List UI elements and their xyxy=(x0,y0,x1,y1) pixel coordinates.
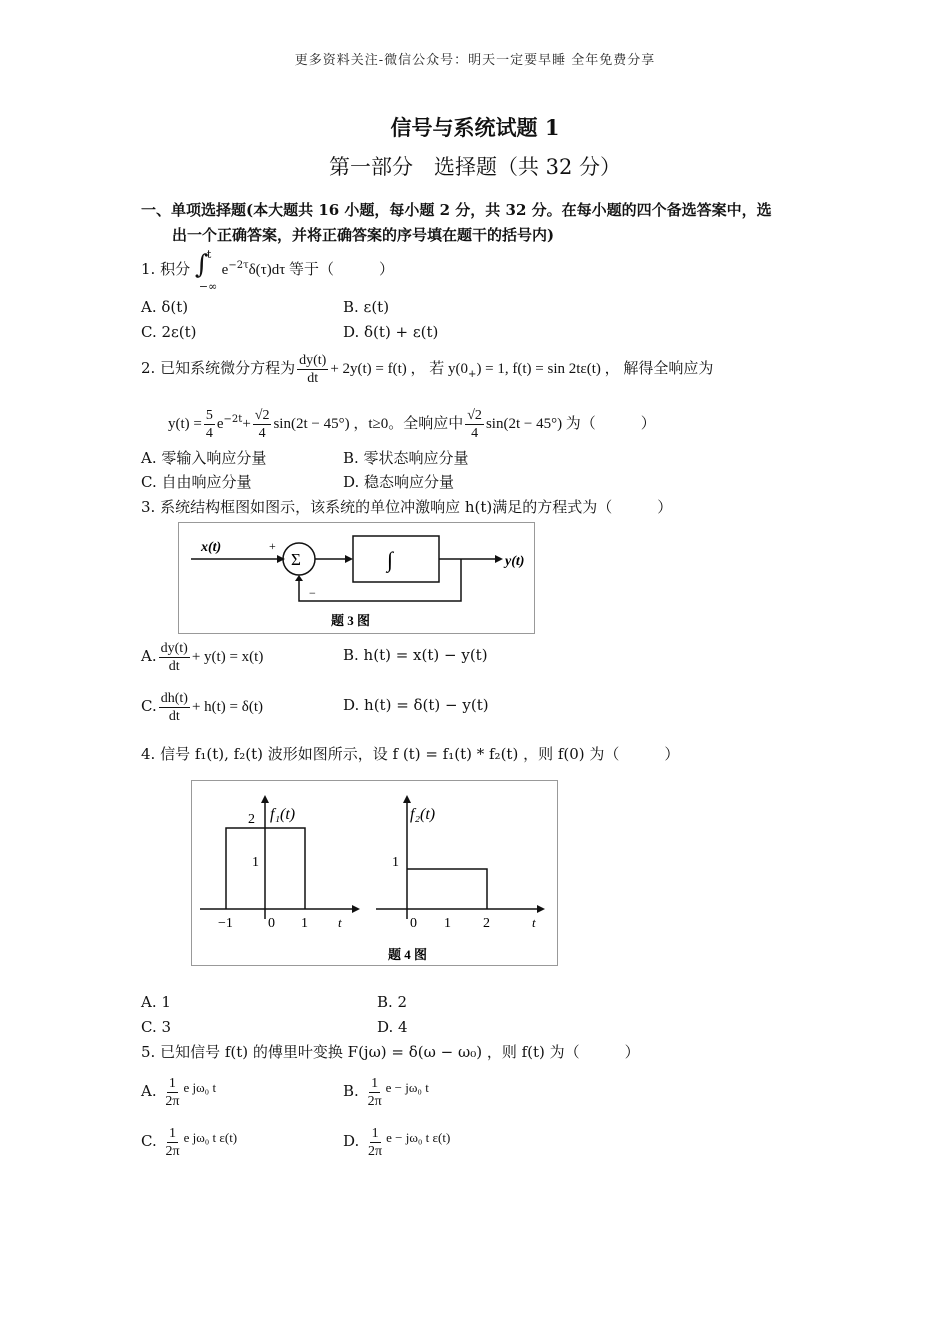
q1-rest: δ(τ)dτ 等于（ ） xyxy=(248,262,394,278)
q1-e: e xyxy=(221,262,229,278)
q2-option-d: D. 稳态响应分量 xyxy=(343,473,455,491)
f2-tick-1: 1 xyxy=(392,855,399,870)
page-header: 更多资料关注-微信公众号：明天一定要早睡 全年免费分享 xyxy=(294,53,656,68)
f2-tick-0: 0 xyxy=(410,916,417,931)
f2-tick-2x: 2 xyxy=(483,916,490,931)
sigma-symbol: Σ xyxy=(291,550,301,569)
q2-tail: ) = 1, f(t) = sin 2tε(t) ， 解得全响应为 xyxy=(476,361,714,377)
q1-option-a: A. δ(t) xyxy=(141,298,189,316)
label-plus: + xyxy=(269,539,276,553)
q2-y: y(t) = xyxy=(168,416,202,432)
section-heading-cont: 出一个正确答案，并将正确答案的序号填在题干的括号内) xyxy=(172,226,555,244)
q1-prefix: 1. 积分 xyxy=(141,260,191,278)
f1-tick-1: 1 xyxy=(252,855,259,870)
q2-l2-mid: sin(2t − 45°) ，t≥0。全响应中 xyxy=(273,416,464,432)
q2-eexp: −2t xyxy=(223,414,243,425)
page-title: 信号与系统试题 1 xyxy=(390,115,560,140)
q2-option-c: C. 自由响应分量 xyxy=(141,473,252,491)
q5-option-a: A. $\frac{1}{2\pi}$ e jω₀ t xyxy=(141,1075,217,1109)
q2-line2 xyxy=(168,400,656,444)
q2-option-a: A. 零输入响应分量 xyxy=(141,449,267,467)
q3-option-c: C. $\frac{dh(t)}{dt}$ + h(t) = δ(t) xyxy=(141,690,263,724)
label-minus: − xyxy=(309,586,316,600)
label-y: y(t) xyxy=(505,554,525,569)
q3-option-b: B. h(t) = x(t) − y(t) xyxy=(343,646,488,664)
q5-option-b: B. $\frac{1}{2\pi}$ e − jω₀ t xyxy=(343,1075,429,1109)
f1-t-label: t xyxy=(338,915,342,930)
q2-fraction: $\frac{dy(t)}{dt}$ xyxy=(299,352,327,386)
f2-pulse xyxy=(407,869,487,909)
q3-option-a: A. $\frac{dy(t)}{dt}$ + y(t) = x(t) xyxy=(141,640,264,674)
q4-option-b: B. 2 xyxy=(377,993,408,1011)
integrator-block xyxy=(353,536,439,582)
figure-3-caption: 题 3 图 xyxy=(331,613,371,628)
arrow-head xyxy=(295,575,303,581)
q3-option-d: D. h(t) = δ(t) − y(t) xyxy=(343,696,489,714)
q2-frac-sqrt2-4b: $\frac{√2}{4}$ xyxy=(467,407,482,441)
figure-4-caption: 题 4 图 xyxy=(388,947,428,962)
q2-e: e xyxy=(216,416,224,432)
question-2 xyxy=(141,348,713,395)
feedback-path xyxy=(299,559,461,601)
q1-option-c: C. 2ε(t) xyxy=(141,323,197,341)
integrator-symbol: ∫ xyxy=(387,547,394,572)
f1-label: f₁(t) xyxy=(270,806,296,823)
integral-lower-limit: −∞ xyxy=(198,280,218,293)
q2-l2-tail: sin(2t − 45°) 为（ ） xyxy=(485,416,656,432)
integral-sign: ∫ t −∞ xyxy=(194,248,218,293)
q1-option-b: B. ε(t) xyxy=(343,298,390,316)
q5-option-c: C. $\frac{1}{2\pi}$ e jω₀ t ε(t) xyxy=(141,1125,238,1159)
f1-tick-0: 0 xyxy=(268,916,275,931)
q2-mid: + 2y(t) = f(t) ， 若 y(0 xyxy=(330,361,469,377)
question-3: 3. 系统结构框图如图示，该系统的单位冲激响应 h(t)满足的方程式为（ ） xyxy=(141,498,673,516)
q2-plus: + xyxy=(242,416,251,432)
f1-tick-1x: 1 xyxy=(301,916,308,931)
f2-label: f₂(t) xyxy=(410,806,436,823)
arrow-head xyxy=(537,905,545,913)
q2-frac-5-4: $\frac{5}{4}$ xyxy=(205,407,213,441)
question-4: 4. 信号 f₁(t), f₂(t) 波形如图所示，设 f (t) = f₁(t) * f₂(t) ，则 f(0) 为（ ） xyxy=(141,745,680,763)
arrow-head xyxy=(345,555,353,563)
q1-option-d: D. δ(t) + ε(t) xyxy=(343,323,439,341)
arrow-head xyxy=(403,795,411,803)
q2-sub: + xyxy=(468,369,477,380)
q4-option-c: C. 3 xyxy=(141,1018,172,1036)
part-title: 第一部分 选择题（共 32 分） xyxy=(328,155,622,179)
q5-option-d: D. $\frac{1}{2\pi}$ e − jω₀ t ε(t) xyxy=(343,1125,451,1159)
q4-option-d: D. 4 xyxy=(377,1018,408,1036)
q1-exponent: −2τ xyxy=(228,260,249,271)
q4-option-a: A. 1 xyxy=(141,993,171,1011)
figure-3-block-diagram xyxy=(178,522,535,634)
q2-frac-sqrt2-4: $\frac{√2}{4}$ xyxy=(254,407,270,441)
f2-tick-1x: 1 xyxy=(444,916,451,931)
section-heading: 一、单项选择题(本大题共 16 小题，每小题 2 分，共 32 分。在每小题的四个备选答案中，选 xyxy=(141,201,772,219)
q2-option-b: B. 零状态响应分量 xyxy=(343,449,469,467)
arrow-head xyxy=(261,795,269,803)
f1-tick-2: 2 xyxy=(248,812,255,827)
figure-4-waveforms xyxy=(191,780,558,966)
question-5: 5. 已知信号 f(t) 的傅里叶变换 F(jω) = δ(ω − ω₀) ，则 f(t) 为（ ） xyxy=(141,1043,640,1061)
arrow-head xyxy=(495,555,503,563)
f2-t-label: t xyxy=(532,915,536,930)
arrow-head xyxy=(352,905,360,913)
question-1 xyxy=(141,248,394,293)
f1-tick-minus1: −1 xyxy=(218,916,233,931)
label-x: x(t) xyxy=(201,540,222,555)
integral-upper-limit: t xyxy=(206,248,212,261)
q2-prefix: 2. 已知系统微分方程为 xyxy=(141,359,296,377)
